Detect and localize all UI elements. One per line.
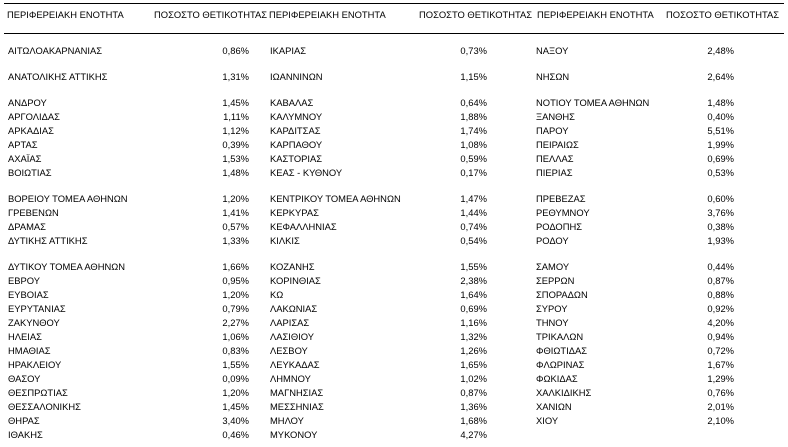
positivity-rate: 0,94%	[707, 331, 734, 342]
region-name: ΤΗΝΟΥ	[536, 317, 569, 328]
region-name: ΔΡΑΜΑΣ	[8, 221, 46, 232]
positivity-rate: 3,76%	[707, 207, 734, 218]
region-name: ΠΕΙΡΑΙΩΣ	[536, 139, 579, 150]
positivity-rate: 1,11%	[223, 111, 249, 122]
positivity-rate: 1,33%	[222, 235, 249, 246]
region-name: ΕΒΡΟΥ	[8, 275, 41, 286]
positivity-rate: 0,87%	[707, 275, 734, 286]
top-rule	[4, 3, 784, 4]
region-name: ΕΥΒΟΙΑΣ	[8, 289, 49, 300]
region-name: ΜΗΛΟΥ	[270, 415, 304, 426]
region-name: ΞΑΝΘΗΣ	[536, 111, 575, 122]
positivity-rate: 1,20%	[222, 387, 249, 398]
region-name: ΑΝΑΤΟΛΙΚΗΣ ΑΤΤΙΚΗΣ	[8, 71, 108, 82]
region-name: ΝΑΞΟΥ	[536, 45, 569, 56]
positivity-rate: 2,64%	[707, 71, 734, 82]
region-name: ΚΑΣΤΟΡΙΑΣ	[270, 153, 323, 164]
positivity-rate: 0,60%	[707, 193, 734, 204]
positivity-rate: 1,20%	[222, 193, 249, 204]
region-name: ΔΥΤΙΚΗΣ ΑΤΤΙΚΗΣ	[8, 235, 88, 246]
region-name: ΧΙΟΥ	[536, 415, 559, 426]
region-name: ΔΥΤΙΚΟΥ ΤΟΜΕΑ ΑΘΗΝΩΝ	[8, 261, 126, 272]
region-name: ΙΘΑΚΗΣ	[8, 429, 43, 440]
positivity-rate: 1,16%	[460, 317, 487, 328]
positivity-rate: 1,88%	[460, 111, 487, 122]
positivity-rate: 1,02%	[460, 373, 487, 384]
positivity-rate: 3,40%	[222, 415, 249, 426]
positivity-rate: 0,73%	[460, 45, 487, 56]
region-name: ΠΑΡΟΥ	[536, 125, 569, 136]
positivity-rate: 1,36%	[460, 401, 487, 412]
region-name: ΗΡΑΚΛΕΙΟΥ	[8, 359, 62, 370]
region-name: ΚΕΡΚΥΡΑΣ	[270, 207, 319, 218]
positivity-rate: 1,08%	[460, 139, 487, 150]
region-name: ΚΑΒΑΛΑΣ	[270, 97, 314, 108]
positivity-rate: 2,10%	[707, 415, 734, 426]
positivity-rate: 1,06%	[222, 331, 249, 342]
positivity-rate: 0,88%	[707, 289, 734, 300]
region-name: ΣΥΡΟΥ	[536, 303, 568, 314]
positivity-rate: 1,67%	[707, 359, 734, 370]
region-name: ΚΑΛΥΜΝΟΥ	[270, 111, 323, 122]
region-name: ΤΡΙΚΑΛΩΝ	[536, 331, 584, 342]
positivity-rate: 1,41%	[222, 207, 249, 218]
positivity-rate: 1,66%	[222, 261, 249, 272]
region-name: ΒΟΙΩΤΙΑΣ	[8, 167, 52, 178]
positivity-rate: 0,92%	[707, 303, 734, 314]
region-name: ΛΑΡΙΣΑΣ	[270, 317, 310, 328]
positivity-rate: 1,55%	[222, 359, 249, 370]
positivity-rate: 1,55%	[460, 261, 487, 272]
positivity-rate: 1,99%	[707, 139, 734, 150]
positivity-rate: 0,38%	[707, 221, 734, 232]
positivity-rate: 1,44%	[460, 207, 487, 218]
region-name: ΚΕΦΑΛΛΗΝΙΑΣ	[270, 221, 337, 232]
header-rule	[4, 33, 784, 34]
positivity-rate: 0,83%	[222, 345, 249, 356]
region-name: ΚΑΡΠΑΘΟΥ	[270, 139, 323, 150]
positivity-rate: 1,20%	[222, 289, 249, 300]
header-region-3: ΠΕΡΙΦΕΡΕΙΑΚΗ ΕΝΟΤΗΤΑ	[537, 9, 654, 20]
positivity-rate: 0,54%	[460, 235, 487, 246]
region-name: ΜΥΚΟΝΟΥ	[270, 429, 318, 440]
region-name: ΣΑΜΟΥ	[536, 261, 570, 272]
positivity-rate: 1,68%	[460, 415, 487, 426]
header-region-1: ΠΕΡΙΦΕΡΕΙΑΚΗ ΕΝΟΤΗΤΑ	[7, 9, 124, 20]
region-name: ΜΑΓΝΗΣΙΑΣ	[270, 387, 324, 398]
region-name: ΛΕΥΚΑΔΑΣ	[270, 359, 320, 370]
region-name: ΦΘΙΩΤΙΔΑΣ	[536, 345, 588, 356]
positivity-rate: 4,20%	[707, 317, 734, 328]
positivity-rate: 0,53%	[707, 167, 734, 178]
region-name: ΘΕΣΠΡΩΤΙΑΣ	[8, 387, 68, 398]
positivity-rate: 5,51%	[707, 125, 734, 136]
positivity-rate: 0,86%	[222, 45, 249, 56]
region-name: ΡΟΔΟΠΗΣ	[536, 221, 583, 232]
positivity-rate: 0,69%	[460, 303, 487, 314]
region-name: ΚΩ	[270, 289, 284, 300]
positivity-rate: 0,95%	[222, 275, 249, 286]
region-name: ΜΕΣΣΗΝΙΑΣ	[270, 401, 324, 412]
region-name: ΙΚΑΡΙΑΣ	[270, 45, 307, 56]
positivity-rate: 2,01%	[707, 401, 734, 412]
positivity-rate: 1,48%	[707, 97, 734, 108]
region-name: ΘΕΣΣΑΛΟΝΙΚΗΣ	[8, 401, 81, 412]
positivity-rate: 0,76%	[707, 387, 734, 398]
header-rate-3: ΠΟΣΟΣΤΟ ΘΕΤΙΚΟΤΗΤΑΣ	[666, 9, 780, 20]
region-name: ΑΙΤΩΛΟΑΚΑΡΝΑΝΙΑΣ	[8, 45, 103, 56]
region-name: ΚΟΖΑΝΗΣ	[270, 261, 315, 272]
region-name: ΝΗΣΩΝ	[536, 71, 570, 82]
region-name: ΛΗΜΝΟΥ	[270, 373, 311, 384]
region-name: ΡΟΔΟΥ	[536, 235, 569, 246]
region-name: ΑΝΔΡΟΥ	[8, 97, 47, 108]
positivity-rate: 0,44%	[707, 261, 734, 272]
region-name: ΚΙΛΚΙΣ	[270, 235, 300, 246]
positivity-rate: 0,17%	[460, 167, 487, 178]
positivity-rate: 0,39%	[222, 139, 249, 150]
positivity-rate: 0,69%	[707, 153, 734, 164]
region-name: ΣΠΟΡΑΔΩΝ	[536, 289, 588, 300]
region-name: ΚΟΡΙΝΘΙΑΣ	[270, 275, 321, 286]
positivity-rate: 1,31%	[222, 71, 249, 82]
positivity-rate: 1,65%	[460, 359, 487, 370]
positivity-rate: 0,72%	[707, 345, 734, 356]
positivity-rate: 1,45%	[222, 97, 249, 108]
region-name: ΧΑΛΚΙΔΙΚΗΣ	[536, 387, 592, 398]
region-name: ΠΙΕΡΙΑΣ	[536, 167, 573, 178]
positivity-rate: 2,27%	[222, 317, 249, 328]
region-name: ΑΡΓΟΛΙΔΑΣ	[8, 111, 60, 122]
region-name: ΦΩΚΙΔΑΣ	[536, 373, 578, 384]
region-name: ΓΡΕΒΕΝΩΝ	[8, 207, 59, 218]
header-region-2: ΠΕΡΙΦΕΡΕΙΑΚΗ ΕΝΟΤΗΤΑ	[269, 9, 386, 20]
positivity-rate: 1,45%	[222, 401, 249, 412]
positivity-rate: 0,59%	[460, 153, 487, 164]
region-name: ΦΛΩΡΙΝΑΣ	[536, 359, 585, 370]
positivity-rate: 0,64%	[460, 97, 487, 108]
region-name: ΛΑΣΙΘΙΟΥ	[270, 331, 315, 342]
region-name: ΘΗΡΑΣ	[8, 415, 40, 426]
region-name: ΚΕΑΣ - ΚΥΘΝΟΥ	[270, 167, 343, 178]
positivity-rate: 4,27%	[460, 429, 487, 440]
positivity-rate: 1,74%	[460, 125, 487, 136]
region-name: ΕΥΡΥΤΑΝΙΑΣ	[8, 303, 66, 314]
positivity-rate: 1,15%	[460, 71, 487, 82]
region-name: ΖΑΚΥΝΘΟΥ	[8, 317, 60, 328]
positivity-rate: 2,38%	[460, 275, 487, 286]
region-name: ΑΡΤΑΣ	[8, 139, 38, 150]
region-name: ΙΩΑΝΝΙΝΩΝ	[270, 71, 323, 82]
header-rate-2: ΠΟΣΟΣΤΟ ΘΕΤΙΚΟΤΗΤΑΣ	[419, 9, 533, 20]
region-name: ΛΕΣΒΟΥ	[270, 345, 308, 356]
region-name: ΒΟΡΕΙΟΥ ΤΟΜΕΑ ΑΘΗΝΩΝ	[8, 193, 128, 204]
positivity-rate: 1,53%	[222, 153, 249, 164]
positivity-rate: 0,87%	[460, 387, 487, 398]
positivity-rate: 1,48%	[222, 167, 249, 178]
region-name: ΧΑΝΙΩΝ	[536, 401, 572, 412]
region-name: ΚΕΝΤΡΙΚΟΥ ΤΟΜΕΑ ΑΘΗΝΩΝ	[270, 193, 401, 204]
positivity-rate: 1,47%	[460, 193, 487, 204]
positivity-rate: 2,48%	[707, 45, 734, 56]
header-rate-1: ΠΟΣΟΣΤΟ ΘΕΤΙΚΟΤΗΤΑΣ	[154, 9, 268, 20]
positivity-rate: 1,32%	[460, 331, 487, 342]
region-name: ΗΛΕΙΑΣ	[8, 331, 42, 342]
region-name: ΚΑΡΔΙΤΣΑΣ	[270, 125, 321, 136]
positivity-rate: 1,26%	[460, 345, 487, 356]
positivity-rate: 1,93%	[707, 235, 734, 246]
region-name: ΛΑΚΩΝΙΑΣ	[270, 303, 318, 314]
positivity-rate: 0,09%	[222, 373, 249, 384]
positivity-rate: 1,64%	[460, 289, 487, 300]
positivity-rate: 0,79%	[222, 303, 249, 314]
region-name: ΣΕΡΡΩΝ	[536, 275, 575, 286]
region-name: ΠΕΛΛΑΣ	[536, 153, 574, 164]
region-name: ΗΜΑΘΙΑΣ	[8, 345, 51, 356]
region-name: ΝΟΤΙΟΥ ΤΟΜΕΑ ΑΘΗΝΩΝ	[536, 97, 650, 108]
positivity-rate: 0,46%	[222, 429, 249, 440]
positivity-rate: 1,29%	[707, 373, 734, 384]
region-name: ΑΧΑΪΑΣ	[8, 153, 42, 164]
positivity-rate: 0,40%	[707, 111, 734, 122]
region-name: ΠΡΕΒΕΖΑΣ	[536, 193, 586, 204]
region-name: ΘΑΣΟΥ	[8, 373, 41, 384]
positivity-rate: 0,57%	[222, 221, 249, 232]
region-name: ΑΡΚΑΔΙΑΣ	[8, 125, 54, 136]
positivity-rate: 1,12%	[222, 125, 249, 136]
region-name: ΡΕΘΥΜΝΟΥ	[536, 207, 590, 218]
positivity-rate: 0,74%	[460, 221, 487, 232]
